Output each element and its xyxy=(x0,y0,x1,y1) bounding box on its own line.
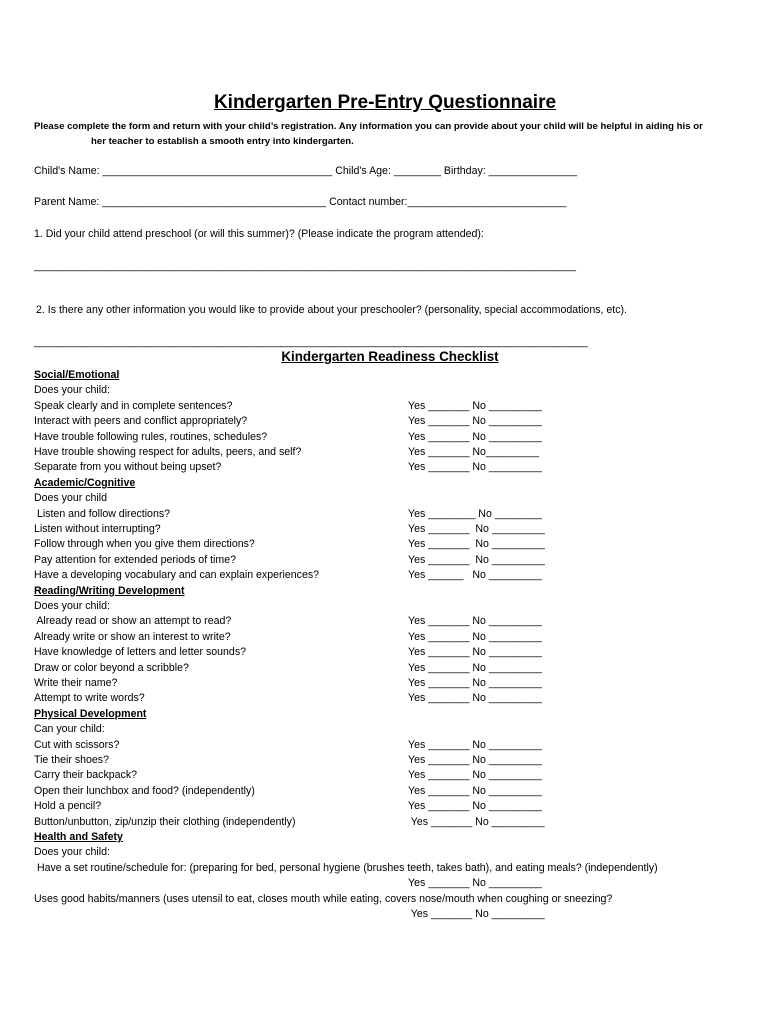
section-heading: Physical Development xyxy=(34,707,147,720)
answer-line-other-info[interactable]: ______________________________________________________________________________________________ xyxy=(34,336,588,348)
question-preschool: 1. Did your child attend preschool (or will this summer)? (Please indicate the program attended): xyxy=(34,228,484,240)
yes-no-answer[interactable]: Yes _______ No _________ xyxy=(408,415,542,428)
checklist-item-text: Have trouble showing respect for adults, peers, and self? xyxy=(34,446,302,458)
parent-info-fields[interactable]: Parent Name: ______________________________________ Contact number:___________________________ xyxy=(34,196,567,208)
checklist-item-text: Listen without interrupting? xyxy=(34,523,161,535)
section-heading: Health and Safety xyxy=(34,831,123,843)
checklist-title: Kindergarten Readiness Checklist xyxy=(281,349,499,364)
yes-no-answer[interactable]: Yes _______ No _________ xyxy=(408,630,542,643)
checklist-item-text: Already write or show an interest to write? xyxy=(34,630,231,643)
checklist-item-text: Separate from you without being upset? xyxy=(34,461,222,474)
yes-no-answer[interactable]: Yes _______ No_________ xyxy=(408,446,539,458)
yes-no-answer[interactable]: Yes _______ No _________ xyxy=(408,908,545,920)
yes-no-answer[interactable]: Yes _______ No _________ xyxy=(408,800,542,813)
checklist-item-text: Interact with peers and conflict appropriately? xyxy=(34,415,248,428)
checklist-item-text: Have a developing vocabulary and can explain experiences? xyxy=(34,569,320,582)
checklist-item-text: Attempt to write words? xyxy=(34,692,145,705)
intro-line-1: Please complete the form and return with your child’s registration. Any information you can provide about your child will be helpful in aiding his or xyxy=(34,121,703,132)
yes-no-answer[interactable]: Yes _______ No _________ xyxy=(408,661,542,674)
yes-no-answer[interactable]: Yes _______ No _________ xyxy=(408,738,542,751)
checklist-item-text: Write their name? xyxy=(34,677,118,689)
checklist-item-text: Draw or color beyond a scribble? xyxy=(34,661,189,674)
checklist-item-text: Have trouble following rules, routines, schedules? xyxy=(34,430,268,443)
section-heading: Social/Emotional xyxy=(34,369,120,381)
yes-no-answer[interactable]: Yes _______ No _________ xyxy=(408,754,542,766)
yes-no-answer[interactable]: Yes _______ No _________ xyxy=(408,646,542,659)
checklist-item-text: Hold a pencil? xyxy=(34,800,102,813)
yes-no-answer[interactable]: Yes _______ No _________ xyxy=(408,538,545,551)
yes-no-answer[interactable]: Yes _______ No _________ xyxy=(408,430,542,443)
checklist-item-text: Does your child: xyxy=(34,846,110,859)
yes-no-answer[interactable]: Yes _______ No _________ xyxy=(408,615,542,628)
question-other-info: 2. Is there any other information you would like to provide about your preschooler? (personality, special accommodations, etc). xyxy=(36,304,628,316)
yes-no-answer[interactable]: Yes _______ No _________ xyxy=(408,784,542,797)
checklist-item-text: Button/unbutton, zip/unzip their clothing (independently) xyxy=(34,815,296,828)
checklist-item-text: Tie their shoes? xyxy=(34,754,109,766)
checklist-item-text: Follow through when you give them directions? xyxy=(34,538,255,551)
child-info-fields[interactable]: Child's Name: _______________________________________ Child's Age: ________ Birthday: _______________ xyxy=(34,165,578,177)
yes-no-answer[interactable]: Yes _______ No _________ xyxy=(408,815,545,828)
checklist-item-text: Pay attention for extended periods of time? xyxy=(34,553,236,566)
checklist-item-text: Cut with scissors? xyxy=(34,738,120,751)
yes-no-answer[interactable]: Yes _______ No _________ xyxy=(408,553,545,566)
checklist-item-text: Does your child: xyxy=(34,384,110,397)
intro-line-2: her teacher to establish a smooth entry into kindergarten. xyxy=(91,136,354,147)
section-heading: Reading/Writing Development xyxy=(34,584,185,597)
checklist-item-text: Speak clearly and in complete sentences? xyxy=(34,399,233,412)
checklist-item-text: Have knowledge of letters and letter sounds? xyxy=(34,646,247,659)
yes-no-answer[interactable]: Yes _______ No _________ xyxy=(408,399,542,412)
yes-no-answer[interactable]: Yes _______ No _________ xyxy=(408,769,542,782)
yes-no-answer[interactable]: Yes _______ No _________ xyxy=(408,692,542,705)
checklist-item-text: Have a set routine/schedule for: (preparing for bed, personal hygiene (brushes teeth, takes bath), and eating meals? (independently) xyxy=(34,861,658,874)
yes-no-answer[interactable]: Yes ______ No _________ xyxy=(408,569,542,582)
checklist-item-text: Can your child: xyxy=(34,723,105,736)
page-title: Kindergarten Pre-Entry Questionnaire xyxy=(213,92,557,113)
yes-no-answer[interactable]: Yes _______ No _________ xyxy=(408,877,542,890)
yes-no-answer[interactable]: Yes _______ No _________ xyxy=(408,677,542,689)
yes-no-answer[interactable]: Yes _______ No _________ xyxy=(408,461,542,474)
checklist-item-text: Carry their backpack? xyxy=(34,769,138,782)
yes-no-answer[interactable]: Yes _______ No _________ xyxy=(408,523,545,535)
checklist-item-text: Listen and follow directions? xyxy=(34,507,171,520)
checklist-item-text: Does your child: xyxy=(34,600,110,612)
checklist-item-text: Already read or show an attempt to read? xyxy=(34,615,232,628)
checklist-item-text: Open their lunchbox and food? (independently) xyxy=(34,784,255,797)
yes-no-answer[interactable]: Yes ________ No ________ xyxy=(408,507,542,520)
answer-line-preschool[interactable]: ____________________________________________________________________________________________ xyxy=(34,260,577,272)
checklist-item-text: Uses good habits/manners (uses utensil to eat, closes mouth while eating, covers nose/mouth when coughing or sneezing? xyxy=(34,892,613,905)
section-heading: Academic/Cognitive xyxy=(34,476,136,489)
checklist-item-text: Does your child xyxy=(34,492,108,505)
